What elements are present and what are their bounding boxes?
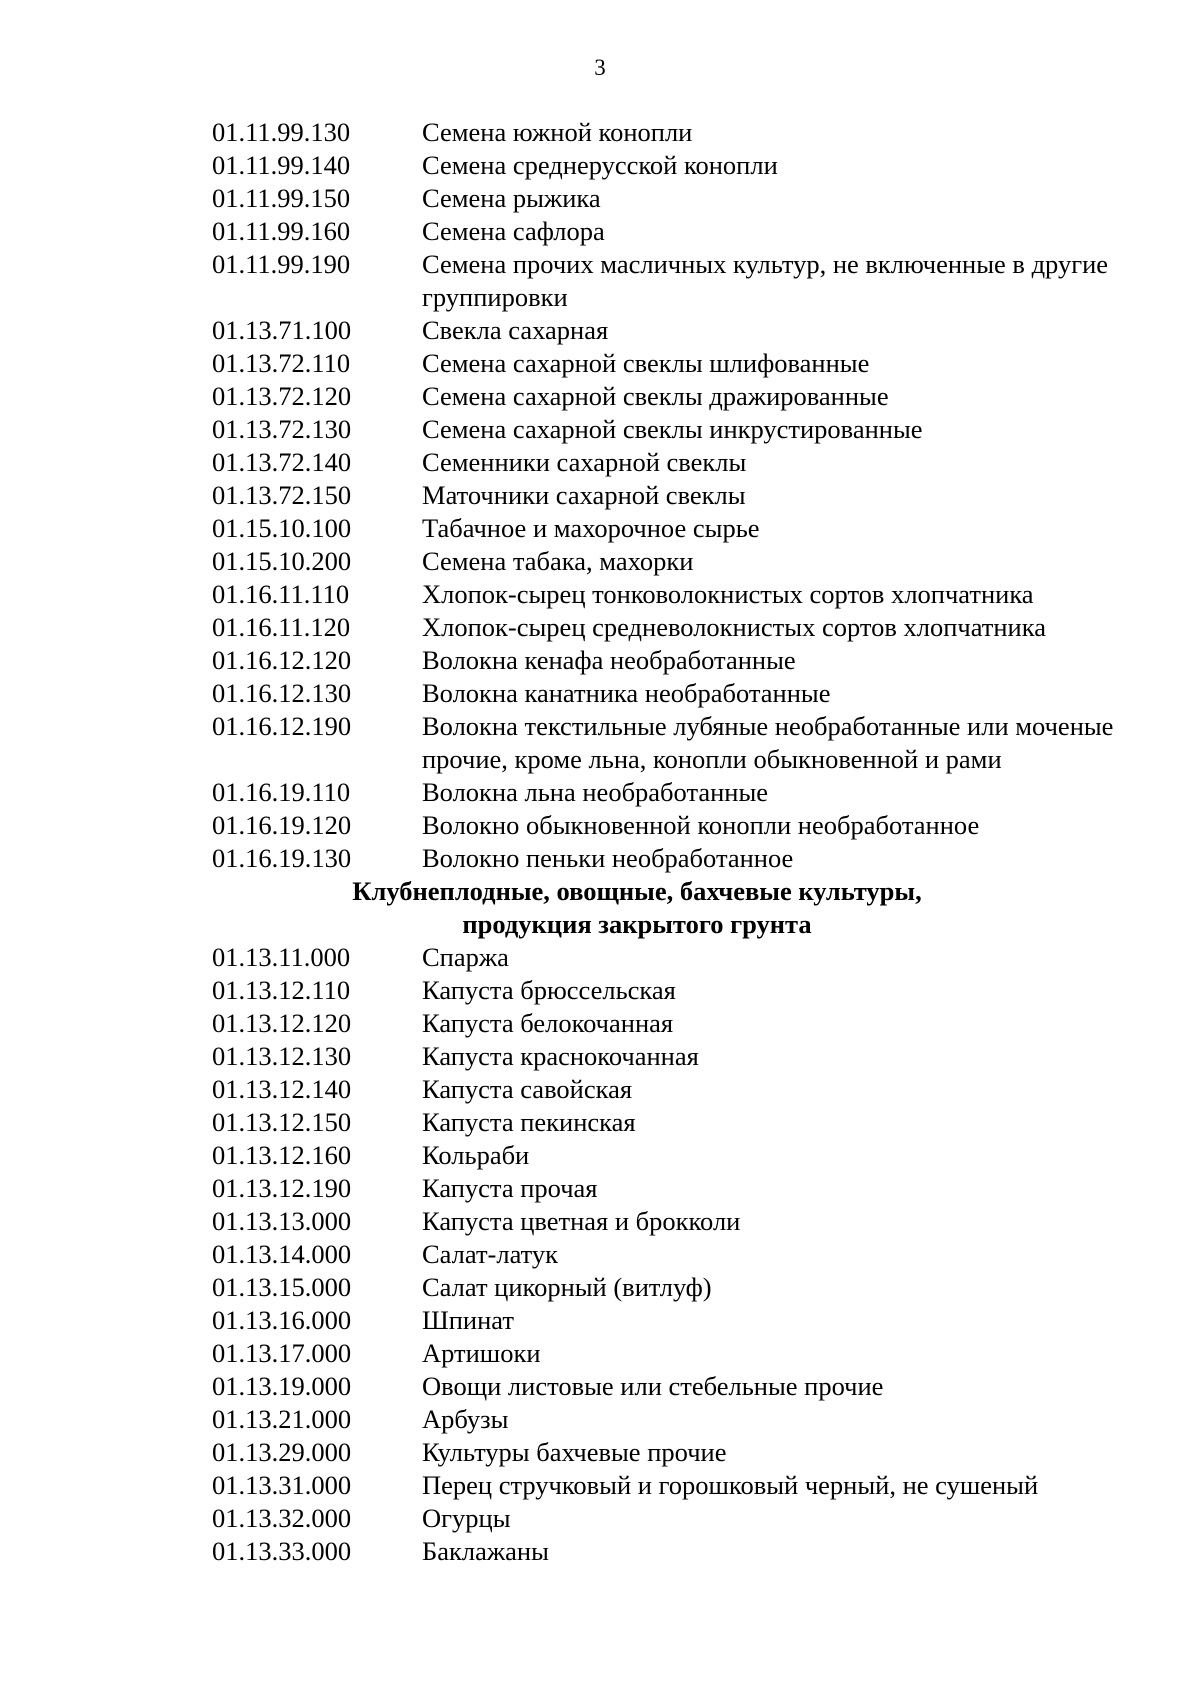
list-item <box>0 1436 1200 1469</box>
item-code: 01.13.17.000 <box>212 1338 352 1368</box>
item-name: Капуста белокочанная <box>422 1008 674 1038</box>
item-code: 01.16.12.120 <box>212 645 352 675</box>
item-code: 01.11.99.150 <box>212 183 351 213</box>
section-heading-line-1: Клубнеплодные, овощные, бахчевые культуры, <box>352 876 922 906</box>
item-code: 01.13.72.130 <box>212 414 352 444</box>
item-code: 01.16.12.130 <box>212 678 352 708</box>
item-name: Капуста пекинская <box>422 1107 636 1137</box>
list-item <box>0 677 1200 710</box>
item-name: Волокно обыкновенной конопли необработанное <box>422 810 980 840</box>
item-name: Семена сафлора <box>422 216 605 246</box>
list-item <box>0 611 1200 644</box>
item-code: 01.13.16.000 <box>212 1305 352 1335</box>
item-code: 01.16.12.190 <box>212 711 352 741</box>
item-code: 01.13.32.000 <box>212 1503 352 1533</box>
page-number: 3 <box>594 55 606 80</box>
list-item <box>0 314 1200 347</box>
item-name: Волокно пеньки необработанное <box>422 843 794 873</box>
item-code: 01.13.21.000 <box>212 1404 352 1434</box>
list-item <box>0 182 1200 215</box>
list-item <box>0 479 1200 512</box>
item-name: Капуста савойская <box>422 1074 633 1104</box>
list-item <box>0 1535 1200 1568</box>
item-code: 01.13.72.150 <box>212 480 352 510</box>
list-item <box>0 1238 1200 1271</box>
list-item <box>0 842 1200 875</box>
list-item <box>0 1337 1200 1370</box>
item-name: Семена сахарной свеклы шлифованные <box>422 348 870 378</box>
item-name: Артишоки <box>422 1338 541 1368</box>
item-name: Салат цикорный (витлуф) <box>422 1272 712 1302</box>
item-code: 01.13.33.000 <box>212 1536 352 1566</box>
item-code: 01.13.72.140 <box>212 447 352 477</box>
item-code: 01.13.12.150 <box>212 1107 352 1137</box>
list-item <box>0 1502 1200 1535</box>
item-code: 01.13.12.110 <box>212 975 351 1005</box>
list-item <box>0 215 1200 248</box>
item-name: Семена сахарной свеклы инкрустированные <box>422 414 923 444</box>
list-item <box>0 248 1200 314</box>
item-code: 01.11.99.130 <box>212 117 351 147</box>
section-vegetables <box>0 941 1200 1568</box>
item-code: 01.16.19.130 <box>212 843 352 873</box>
list-item <box>0 1271 1200 1304</box>
item-code: 01.16.11.120 <box>212 612 351 642</box>
item-code: 01.13.13.000 <box>212 1206 352 1236</box>
item-name: Овощи листовые или стебельные прочие <box>422 1371 884 1401</box>
item-code: 01.13.11.000 <box>212 942 351 972</box>
item-name: Семена рыжика <box>422 183 601 213</box>
list-item <box>0 380 1200 413</box>
section-oilseeds-fibers <box>0 116 1200 875</box>
section-heading <box>0 875 1062 941</box>
item-name: Семена табака, махорки <box>422 546 694 576</box>
item-name: Табачное и махорочное сырье <box>422 513 760 543</box>
item-name: Салат-латук <box>422 1239 559 1269</box>
item-name: Семена южной конопли <box>422 117 693 147</box>
item-name: Волокна льна необработанные <box>422 777 769 807</box>
item-name: Капуста краснокочанная <box>422 1041 699 1071</box>
item-name: Волокна текстильные лубяные необработанные или моченые прочие, кроме льна, конопли обыкновенной и рами <box>422 711 1114 774</box>
list-item <box>0 710 1200 776</box>
item-code: 01.13.29.000 <box>212 1437 352 1467</box>
item-code: 01.13.15.000 <box>212 1272 352 1302</box>
list-item <box>0 1007 1200 1040</box>
item-code: 01.13.19.000 <box>212 1371 352 1401</box>
item-name: Семенники сахарной свеклы <box>422 447 747 477</box>
item-code: 01.13.12.140 <box>212 1074 352 1104</box>
list-item <box>0 1172 1200 1205</box>
list-item <box>0 644 1200 677</box>
item-name: Перец стручковый и горошковый черный, не сушеный <box>422 1470 1039 1500</box>
list-item <box>0 116 1200 149</box>
list-item <box>0 809 1200 842</box>
product-code-list <box>0 116 1200 1568</box>
list-item <box>0 446 1200 479</box>
item-code: 01.11.99.160 <box>212 216 351 246</box>
item-code: 01.11.99.190 <box>212 249 351 279</box>
list-item <box>0 413 1200 446</box>
list-item <box>0 512 1200 545</box>
list-item <box>0 941 1200 974</box>
item-name: Баклажаны <box>422 1536 549 1566</box>
list-item <box>0 347 1200 380</box>
item-code: 01.16.19.110 <box>212 777 351 807</box>
item-code: 01.13.72.110 <box>212 348 351 378</box>
item-name: Огурцы <box>422 1503 511 1533</box>
item-name: Капуста цветная и брокколи <box>422 1206 741 1236</box>
item-code: 01.15.10.100 <box>212 513 352 543</box>
item-name: Семена сахарной свеклы дражированные <box>422 381 889 411</box>
item-name: Культуры бахчевые прочие <box>422 1437 727 1467</box>
item-name: Спаржа <box>422 942 509 972</box>
list-item <box>0 974 1200 1007</box>
item-code: 01.16.11.110 <box>212 579 350 609</box>
item-name: Капуста брюссельская <box>422 975 676 1005</box>
item-code: 01.13.71.100 <box>212 315 352 345</box>
item-code: 01.13.12.190 <box>212 1173 352 1203</box>
item-name: Капуста прочая <box>422 1173 598 1203</box>
item-code: 01.15.10.200 <box>212 546 352 576</box>
item-code: 01.11.99.140 <box>212 150 351 180</box>
item-name: Волокна кенафа необработанные <box>422 645 796 675</box>
list-item <box>0 776 1200 809</box>
list-item <box>0 578 1200 611</box>
list-item <box>0 545 1200 578</box>
item-name: Хлопок-сырец тонковолокнистых сортов хлопчатника <box>422 579 1034 609</box>
item-code: 01.13.12.160 <box>212 1140 352 1170</box>
item-code: 01.13.31.000 <box>212 1470 352 1500</box>
list-item <box>0 1304 1200 1337</box>
list-item <box>0 1205 1200 1238</box>
item-name: Кольраби <box>422 1140 530 1170</box>
item-code: 01.13.14.000 <box>212 1239 352 1269</box>
item-name: Семена прочих масличных культур, не включенные в другие группировки <box>422 249 1109 312</box>
item-name: Хлопок-сырец средневолокнистых сортов хлопчатника <box>422 612 1046 642</box>
list-item <box>0 1073 1200 1106</box>
item-name: Свекла сахарная <box>422 315 609 345</box>
list-item <box>0 1469 1200 1502</box>
list-item <box>0 1040 1200 1073</box>
item-name: Шпинат <box>422 1305 514 1335</box>
item-code: 01.13.72.120 <box>212 381 352 411</box>
list-item <box>0 1403 1200 1436</box>
item-code: 01.13.12.120 <box>212 1008 352 1038</box>
item-name: Арбузы <box>422 1404 509 1434</box>
list-item <box>0 1370 1200 1403</box>
item-name: Маточники сахарной свеклы <box>422 480 746 510</box>
list-item <box>0 1106 1200 1139</box>
list-item <box>0 1139 1200 1172</box>
item-name: Волокна канатника необработанные <box>422 678 831 708</box>
item-code: 01.16.19.120 <box>212 810 352 840</box>
item-name: Семена среднерусской конопли <box>422 150 778 180</box>
section-heading-line-2: продукция закрытого грунта <box>462 909 812 939</box>
list-item <box>0 149 1200 182</box>
item-code: 01.13.12.130 <box>212 1041 352 1071</box>
